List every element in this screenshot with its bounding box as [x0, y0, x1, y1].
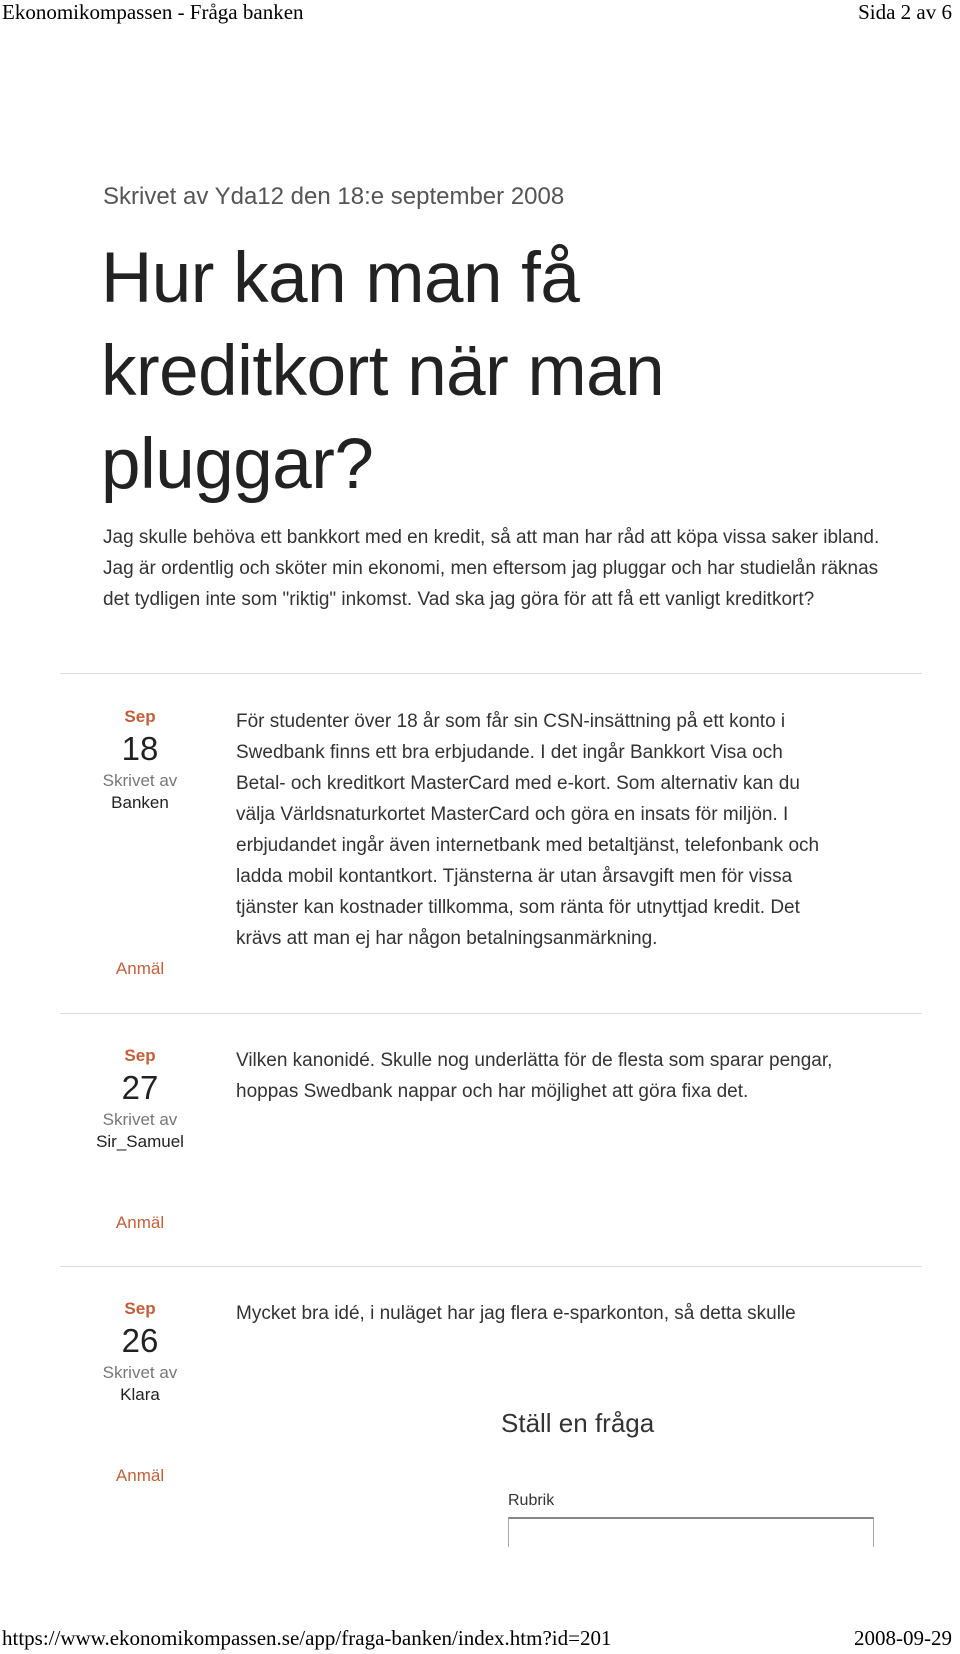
print-date: 2008-09-29	[854, 1626, 952, 1650]
comment-meta	[80, 706, 200, 814]
report-link[interactable]: Anmäl	[115, 959, 165, 978]
comment-written-by: Skrivet av	[102, 1110, 178, 1129]
comment-written-by: Skrivet av	[102, 1363, 178, 1382]
print-header-title: Ekonomikompassen - Fråga banken	[2, 0, 304, 24]
comment-day: 27	[121, 1069, 159, 1106]
comment-month: Sep	[124, 1046, 156, 1065]
divider	[60, 673, 922, 674]
subject-label: Rubrik	[508, 1492, 555, 1509]
article-title: Hur kan man få kreditkort när man pluggar?	[101, 239, 665, 504]
comment-text: Vilken kanonidé. Skulle nog underlätta för de flesta som sparar pengar, hoppas Swedbank nappar och har möjlighet att göra fixa det.	[236, 1050, 833, 1102]
ask-question-title: Ställ en fråga	[501, 1408, 655, 1438]
comment-written-by: Skrivet av	[102, 771, 178, 790]
comment-day: 26	[121, 1322, 159, 1359]
comment-meta	[80, 1298, 200, 1406]
print-url: https://www.ekonomikompassen.se/app/fraga-banken/index.htm?id=201	[2, 1626, 612, 1650]
divider	[60, 1013, 922, 1014]
print-header	[0, 0, 960, 28]
print-footer	[0, 1626, 960, 1654]
comment-month: Sep	[124, 1299, 156, 1318]
print-page-number: Sida 2 av 6	[858, 0, 952, 24]
comment-meta	[80, 1045, 200, 1153]
comment-author: Klara	[120, 1385, 160, 1404]
comment-text: Mycket bra idé, i nuläget har jag flera e-sparkonton, så detta skulle	[236, 1303, 796, 1324]
comment-author: Banken	[111, 793, 169, 812]
article-byline: Skrivet av Yda12 den 18:e september 2008	[103, 183, 565, 210]
comment-text: För studenter över 18 år som får sin CSN-insättning på ett konto i Swedbank finns ett bra erbjudande. I det ingår Bankkort Visa och Betal- och kreditkort MasterCard med e-kort. Som alternativ kan du välja Världsnaturkortet MasterCard och göra en insats för miljön. I erbjudandet ingår även internetbank med betaltjänst, telefonbank och ladda mobil kontantkort. Tjänsterna är utan årsavgift men för vissa tjänster kan kostnader tillkomma, som ränta för utnyttjad kredit. Det krävs att man ej har någon betalningsanmärkning.	[236, 711, 820, 949]
divider	[60, 1266, 922, 1267]
comment-author: Sir_Samuel	[96, 1132, 184, 1151]
article-question: Jag skulle behöva ett bankkort med en kredit, så att man har råd att köpa vissa saker ibland. Jag är ordentlig och sköter min ekonomi, men eftersom jag pluggar och har studielån räknas det tydligen inte som "riktig" inkomst. Vad ska jag göra för att få ett vanligt kreditkort?	[103, 527, 880, 610]
comment-day: 18	[121, 730, 159, 767]
comment-month: Sep	[124, 707, 156, 726]
report-link[interactable]: Anmäl	[115, 1213, 165, 1232]
subject-input[interactable]	[508, 1517, 874, 1547]
report-link[interactable]: Anmäl	[115, 1466, 165, 1485]
